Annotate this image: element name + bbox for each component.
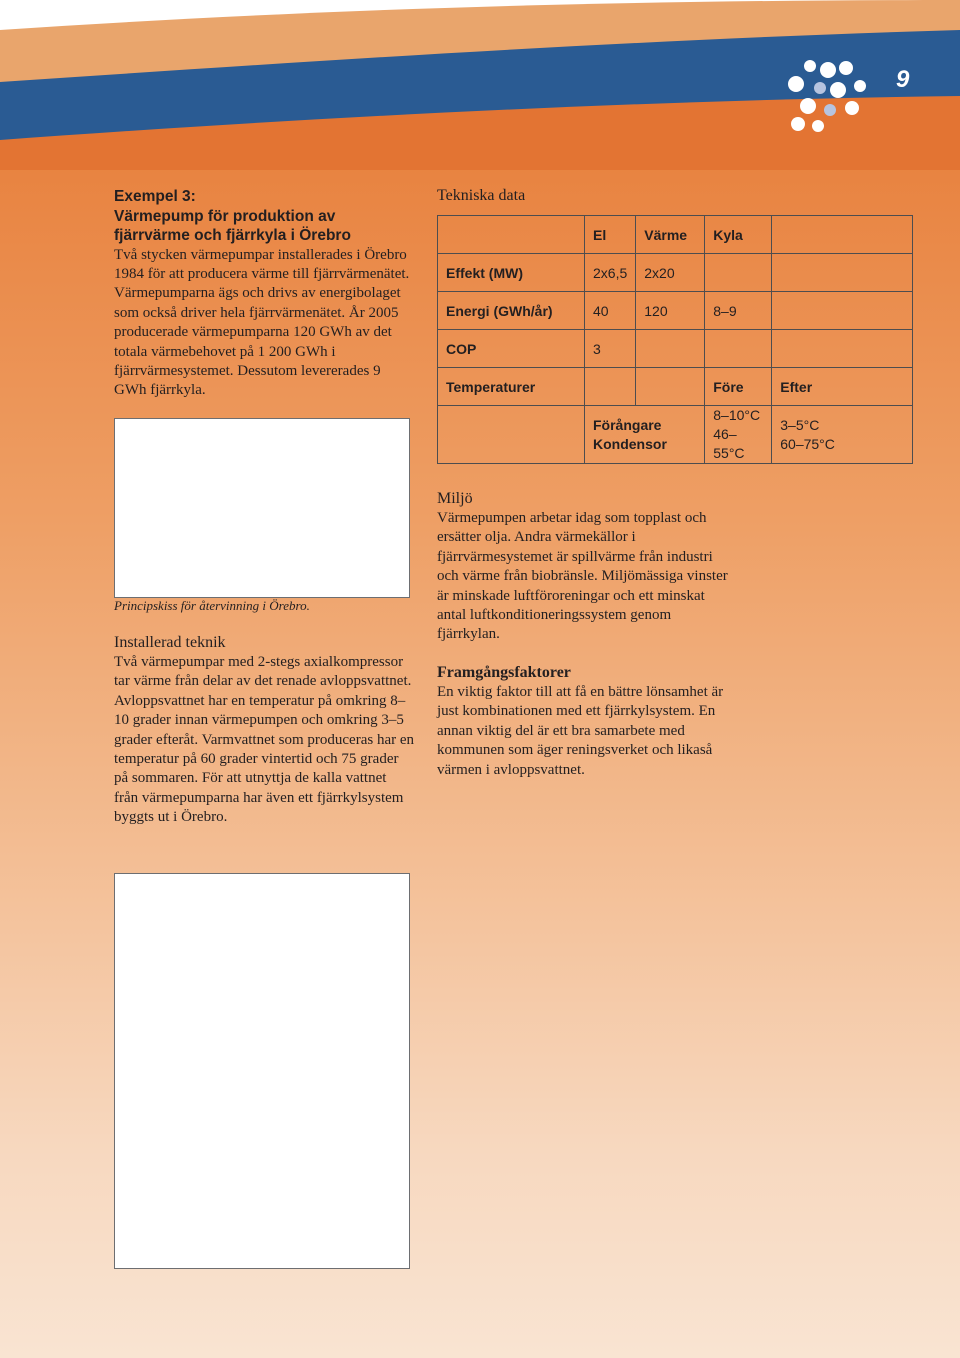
success-title: Framgångsfaktorer: [437, 664, 571, 681]
tech-cell: [772, 216, 913, 254]
tech-cell: Temperaturer: [438, 368, 585, 406]
tech-cell: 120: [636, 292, 705, 330]
installed-title: Installerad teknik: [114, 634, 226, 651]
tech-row: [438, 368, 913, 406]
tech-cell: [636, 368, 705, 406]
condenser-label: Kondensor: [593, 435, 667, 452]
evaporator-label: Förångare: [593, 416, 662, 433]
installed-section: [114, 633, 414, 828]
tech-cell: [585, 406, 705, 464]
miljo-section: [437, 489, 732, 645]
tech-cell: COP: [438, 330, 585, 368]
tech-cell: Energi (GWh/år): [438, 292, 585, 330]
tech-cell: [705, 406, 772, 464]
example-intro: [114, 187, 414, 401]
condenser-after: 60–75°C: [780, 435, 835, 452]
example-body: Två stycken värmepumpar installerades i Örebro 1984 för att producera värme till fjärrvärmenätet. Värmepumparna ägs och drivs av energibolaget som också driver hela fjärrvärmenätet. År 2005 producerade värmepumparna 120 GWh av det totala värmebehovet på 1 200 GWh i fjärrvärmesystemet. Dessutom levererades 9 GWh fjärrkyla.: [114, 246, 410, 399]
tech-cell: [585, 368, 636, 406]
success-section: [437, 663, 732, 780]
tech-cell: 40: [585, 292, 636, 330]
miljo-title: Miljö: [437, 490, 473, 507]
tech-cell: Effekt (MW): [438, 254, 585, 292]
condenser-before: 46–55°C: [713, 426, 745, 461]
tech-cell: [438, 216, 585, 254]
tech-cell: El: [585, 216, 636, 254]
tech-row: [438, 254, 913, 292]
tech-cell: [636, 330, 705, 368]
tech-cell: [705, 254, 772, 292]
tech-cell: [705, 330, 772, 368]
success-body: En viktig faktor till att få en bättre lönsamhet är just kombinationen med ett fjärrkylsystem. En annan viktig del är ett bra samarbete med kommunen som äger reningsverket och likaså värmen i avloppsvattnet.: [437, 684, 724, 778]
tech-row: [438, 292, 913, 330]
tech-temperature-row: [438, 406, 913, 464]
logo-icon: [776, 56, 872, 134]
tech-cell: Efter: [772, 368, 913, 406]
tech-cell: 8–9: [705, 292, 772, 330]
tech-cell: [772, 330, 913, 368]
installed-body: Två värmepumpar med 2-stegs axialkompressor tar värme från delar av det renade avloppsvattnet. Avloppsvattnet har en temperatur på omkring 8–10 grader innan värmepumpen och omkring 3–5 grader efteråt. Varmvattnet som produceras har en temperatur på 60 grader vintertid och 75 grader på sommaren. För att utnyttja de kalla vattnet från värmepumparna har även ett fjärrkylsystem byggts ut i Örebro.: [114, 654, 415, 826]
tech-cell: Kyla: [705, 216, 772, 254]
tech-cell: 2x6,5: [585, 254, 636, 292]
tech-cell: [772, 254, 913, 292]
page-number: 9: [896, 66, 910, 93]
tech-cell: [772, 406, 913, 464]
evaporator-after: 3–5°C: [780, 416, 820, 433]
figure-caption: Principskiss för återvinning i Örebro.: [114, 598, 310, 613]
example-heading-1: Exempel 3:: [114, 188, 196, 205]
evaporator-before: 8–10°C: [713, 407, 761, 423]
tech-row: [438, 330, 913, 368]
example-heading-2: Värmepump för produktion av: [114, 207, 336, 225]
principle-sketch-image: [114, 418, 410, 598]
tech-cell: Värme: [636, 216, 705, 254]
photo-image: [114, 873, 410, 1269]
tech-header-row: [438, 216, 913, 254]
tech-cell: [438, 406, 585, 464]
tech-title: Tekniska data: [437, 187, 526, 204]
tech-table: [437, 215, 913, 464]
tech-cell: 2x20: [636, 254, 705, 292]
tech-cell: [772, 292, 913, 330]
tech-cell: 3: [585, 330, 636, 368]
tech-cell: Före: [705, 368, 772, 406]
miljo-body: Värmepumpen arbetar idag som topplast och ersätter olja. Andra värmekällor i fjärrvärmesystemet är spillvärme från industri och värme från biobränsle. Miljömässiga vinster är minskade luftföroreningar och ett minskat antal luftkonditioneringssystem genom fjärrkylan.: [437, 510, 728, 643]
example-heading-3: fjärrvärme och fjärrkyla i Örebro: [114, 227, 351, 244]
